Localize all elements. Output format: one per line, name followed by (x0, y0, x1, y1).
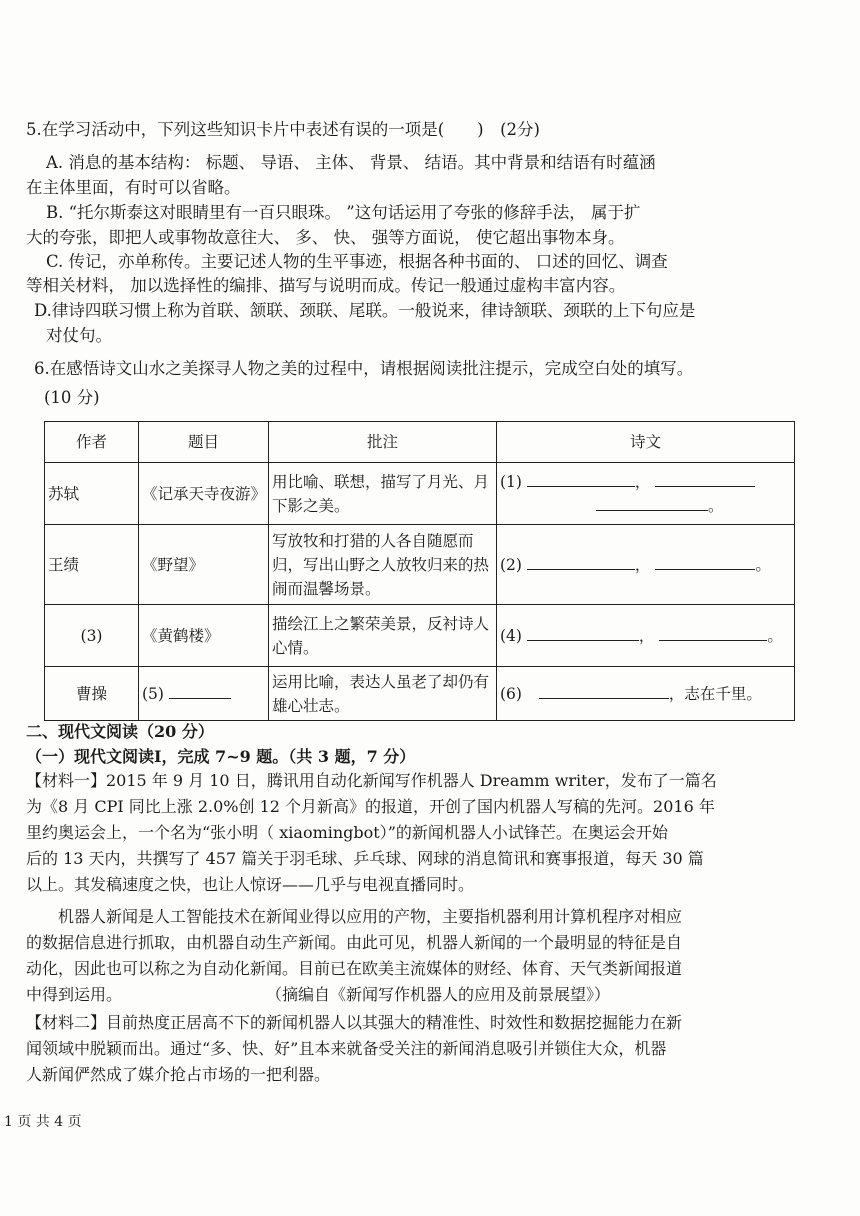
page-footer: 1 页 共 4 页 (4, 1114, 82, 1130)
row-author: 曹操 (45, 667, 139, 721)
row-title: 《记承天寺夜游》 (139, 463, 269, 525)
row-poem (497, 463, 795, 525)
q5-option-c-line2: 等相关材料， 加以选择性的编排、描写与说明而成。传记一般通过虚构丰富内容。 (26, 276, 626, 295)
material-one (26, 768, 717, 898)
row-poem (497, 667, 795, 721)
blank-label: (1) (500, 472, 522, 491)
paragraph-line: 机器人新闻是人工智能技术在新闻业得以应用的产物，主要指机器利用计算机程序对相应 (26, 907, 683, 926)
answer-blank[interactable] (527, 624, 639, 641)
section-subtitle: （一）现代文阅读Ⅰ，完成 7~9 题。（共 3 题，7 分） (26, 747, 416, 766)
paragraph-line: 后的 13 天内，共撰写了 457 篇关于羽毛球、乒乓球、网球的消息简讯和赛事报道，每天 30 篇 (26, 849, 704, 868)
row-note: 用比喻、联想，描写了月光、月下影之美。 (269, 463, 497, 525)
blank-label: (2) (500, 555, 522, 574)
row-note: 运用比喻，表达人虽老了却仍有雄心壮志。 (269, 667, 497, 721)
q5-option-b-line1: B. “托尔斯泰这对眼睛里有一百只眼珠。 ”这句话运用了夸张的修辞手法， 属于扩 (46, 203, 641, 222)
blank-label: (6) (500, 684, 522, 703)
answer-blank[interactable] (655, 553, 755, 570)
table-row (45, 605, 795, 667)
q5-option-a-line1: A. 消息的基本结构： 标题、 导语、 主体、 背景、 结语。其中背景和结语有时蕴涵 (46, 153, 656, 172)
paragraph-line: 以上。其发稿速度之快，也让人惊讶——几乎与电视直播同时。 (26, 875, 475, 894)
paragraph-line: 里约奥运会上，一个名为“张小明（ xiaomingbot）”的新闻机器人小试锋芒。在奥运会开始 (26, 823, 668, 842)
q5-option-c-line1: C. 传记，亦单称传。主要记述人物的生平事迹，根据各种书面的、 口述的回忆、调查 (46, 252, 668, 271)
row-poem (497, 605, 795, 667)
paragraph-line: 为《8 月 CPI 同比上涨 2.0%创 12 个月新高》的报道，开创了国内机器人写稿的先河。2016 年 (26, 797, 715, 816)
poem-table (44, 421, 795, 721)
answer-blank[interactable] (659, 624, 767, 641)
blank-ending: ，志在千里。 (668, 684, 762, 703)
row-author: (3) (45, 605, 139, 667)
q6-stem: 6.在感悟诗文山水之美探寻人物之美的过程中，请根据阅读批注提示，完成空白处的填写。 (34, 359, 694, 378)
header-author: 作者 (45, 422, 139, 463)
row-author: 苏轼 (45, 463, 139, 525)
q5-option-b-line2: 大的夸张，即把人或事物故意往大、 多、 快、 强等方面说， 使它超出事物本身。 (26, 228, 625, 247)
row-note: 描绘江上之繁荣美景，反衬诗人心情。 (269, 605, 497, 667)
blank-separator: ， (634, 555, 651, 574)
answer-blank[interactable] (596, 494, 708, 511)
blank-ending: 。 (767, 626, 783, 645)
q5-stem: 5.在学习活动中，下列这些知识卡片中表述有误的一项是( ) (2分) (26, 120, 540, 139)
table-row (45, 463, 795, 525)
blank-label: (4) (500, 626, 522, 645)
paragraph-line: 的数据信息进行抓取，由机器自动生产新闻。由此可见，机器人新闻的一个最明显的特征是自 (26, 933, 683, 952)
blank-separator: ， (634, 472, 651, 491)
table-row (45, 525, 795, 605)
paragraph-line: 【材料二】目前热度正居高不下的新闻机器人以其强大的精准性、时效性和数据挖掘能力在新 (26, 1013, 683, 1032)
answer-blank[interactable] (527, 553, 635, 570)
header-note: 批注 (269, 422, 497, 463)
answer-blank[interactable] (527, 470, 635, 487)
header-poem: 诗文 (497, 422, 795, 463)
blank-label: (5) (142, 684, 164, 703)
material-two (26, 1010, 682, 1088)
table-header-row (45, 422, 795, 463)
row-title: 《野望》 (139, 525, 269, 605)
row-title: 《黄鹤楼》 (139, 605, 269, 667)
q5-option-a-line2: 在主体里面，有时可以省略。 (26, 178, 241, 197)
table-row (45, 667, 795, 721)
answer-blank[interactable] (539, 682, 669, 699)
paragraph-line: 动化，因此也可以称之为自动化新闻。目前已在欧美主流媒体的财经、体育、天气类新闻报道 (26, 959, 683, 978)
row-poem (497, 525, 795, 605)
blank-ending: 。 (755, 555, 771, 574)
row-title (139, 667, 269, 721)
blank-separator: ， (638, 626, 655, 645)
paragraph-line: 中得到运用。 （摘编自《新闻写作机器人的应用及前景展望》） (26, 985, 611, 1004)
section-title: 二、现代文阅读（20 分） (26, 722, 214, 741)
header-title: 题目 (139, 422, 269, 463)
q5-option-d-line2: 对仗句。 (46, 326, 112, 345)
blank-ending: 。 (708, 496, 724, 515)
paragraph-line: 人新闻俨然成了媒介抢占市场的一把利器。 (26, 1065, 331, 1084)
material-one-continued (26, 904, 682, 1008)
paragraph-line: 【材料一】2015 年 9 月 10 日，腾讯用自动化新闻写作机器人 Dreamm writer，发布了一篇名 (26, 771, 717, 790)
row-author: 王绩 (45, 525, 139, 605)
answer-blank[interactable] (169, 682, 231, 699)
answer-blank[interactable] (655, 470, 755, 487)
row-note: 写放牧和打猎的人各自随愿而归，写出山野之人放牧归来的热闹而温馨场景。 (269, 525, 497, 605)
q5-option-d-line1: D.律诗四联习惯上称为首联、颔联、颈联、尾联。一般说来，律诗颔联、颈联的上下句应是 (34, 301, 696, 320)
q6-score: (10 分) (44, 388, 100, 407)
paragraph-line: 闻领域中脱颖而出。通过“多、快、好”且本来就备受关注的新闻消息吸引并锁住大众，机器 (26, 1039, 667, 1058)
